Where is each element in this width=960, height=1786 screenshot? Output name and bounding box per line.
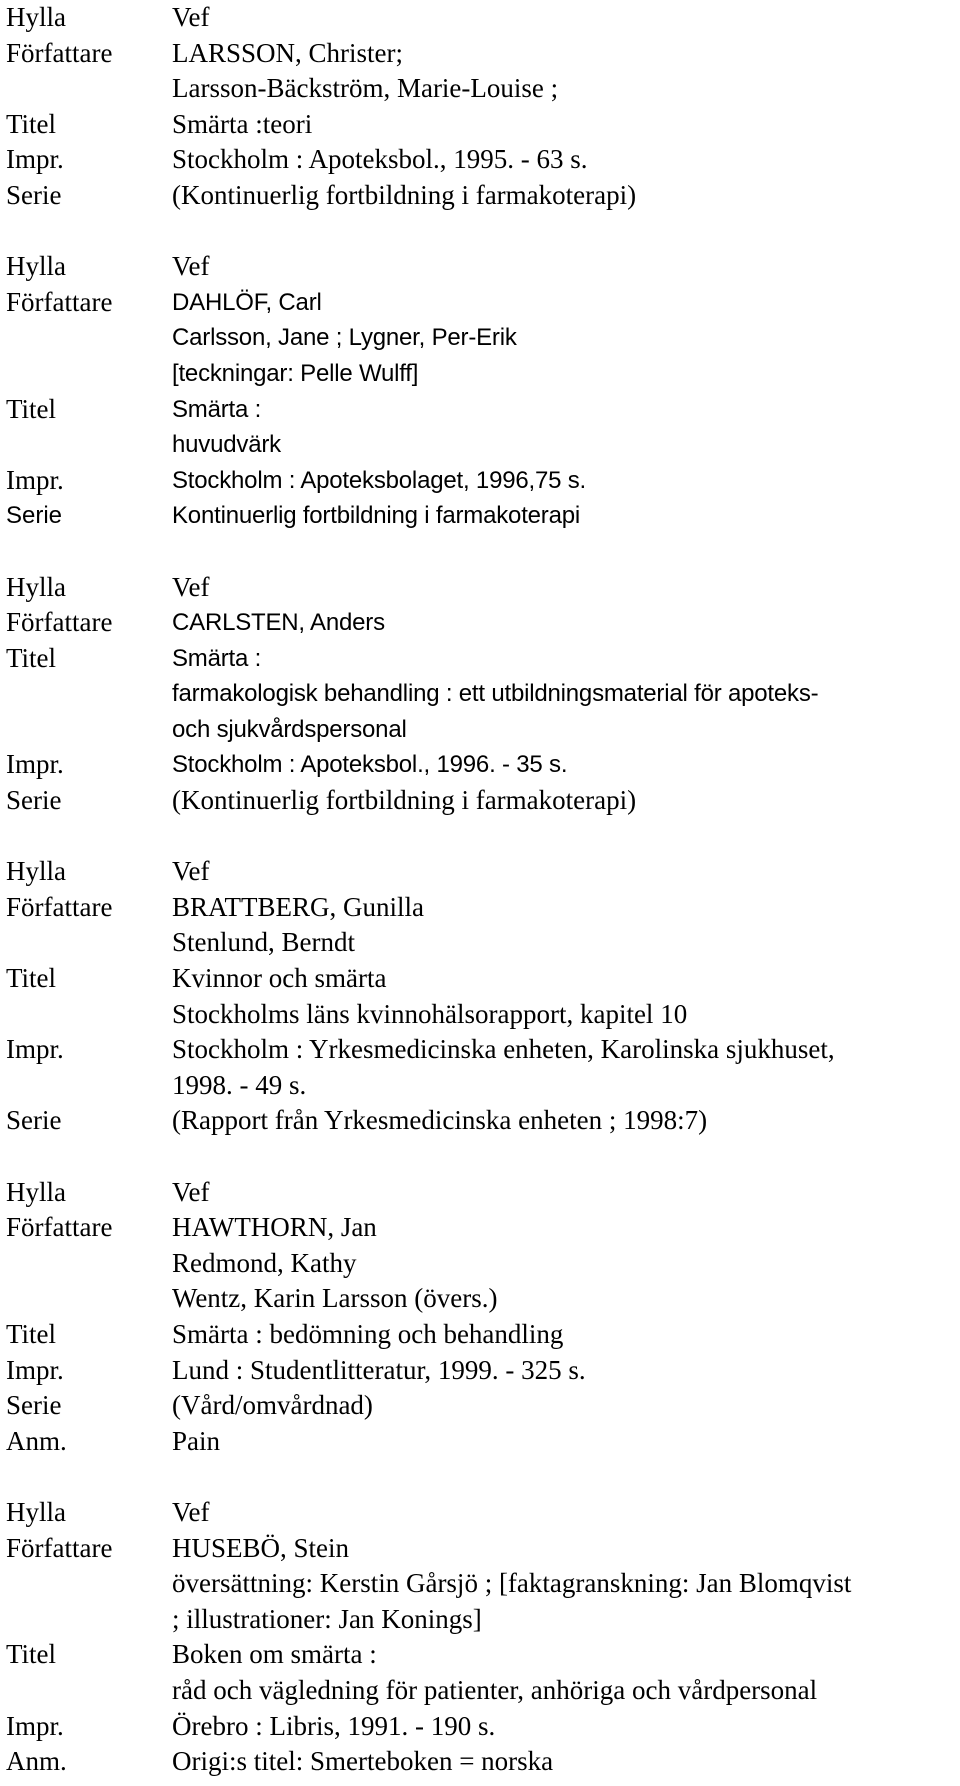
record-gap — [0, 214, 960, 250]
record-row-author — [0, 1210, 960, 1246]
author-line: Redmond, Kathy — [172, 1247, 357, 1278]
serie-value: (Vård/omvårdnad) — [172, 1390, 373, 1421]
record-row-author-cont — [0, 71, 960, 107]
record-row-author-cont — [0, 1602, 960, 1638]
record-row-impr — [0, 142, 960, 178]
record-row-title-cont — [0, 712, 960, 748]
record-gap — [0, 1459, 960, 1495]
serie-label: Serie — [6, 1390, 62, 1421]
record-row-title — [0, 1317, 960, 1353]
author-line: Stenlund, Berndt — [172, 927, 355, 958]
record-row-title — [0, 392, 960, 428]
titel-label: Titel — [6, 393, 57, 424]
impr-label: Impr. — [6, 1034, 64, 1065]
author-line: ; illustrationer: Jan Konings] — [172, 1603, 482, 1634]
record-row-hylla — [0, 1175, 960, 1211]
author-line: LARSSON, Christer; — [172, 37, 404, 68]
hylla-label: Hylla — [6, 2, 66, 32]
record-row-hylla — [0, 0, 960, 36]
serie-label: Serie — [6, 785, 62, 816]
impr-line: Lund : Studentlitteratur, 1999. - 325 s. — [172, 1354, 586, 1385]
serie-value: (Kontinuerlig fortbildning i farmakoterapi) — [172, 785, 637, 816]
impr-label: Impr. — [6, 1710, 64, 1741]
record-row-author-cont — [0, 1281, 960, 1317]
record-row-impr-cont — [0, 1068, 960, 1104]
record-row-impr — [0, 747, 960, 783]
hylla-value: Vef — [172, 2, 210, 32]
forfattare-label: Författare — [6, 607, 113, 638]
title-line: huvudvärk — [172, 431, 281, 459]
author-line: CARLSTEN, Anders — [172, 609, 385, 637]
record-row-author-cont — [0, 1246, 960, 1282]
forfattare-label: Författare — [6, 286, 113, 317]
catalog-record — [0, 1495, 960, 1780]
record-row-serie — [0, 178, 960, 214]
impr-line: Stockholm : Apoteksbolaget, 1996,75 s. — [172, 466, 587, 494]
title-line: Smärta : bedömning och behandling — [172, 1318, 564, 1349]
serie-label: Serie — [6, 179, 62, 210]
catalog-record — [0, 570, 960, 819]
forfattare-label: Författare — [6, 1212, 113, 1243]
impr-label: Impr. — [6, 144, 64, 175]
title-line: Smärta : — [172, 395, 262, 423]
impr-label: Impr. — [6, 1354, 64, 1385]
record-gap — [0, 1139, 960, 1175]
anm-value: Pain — [172, 1425, 221, 1456]
impr-line: Örebro : Libris, 1991. - 190 s. — [172, 1710, 496, 1741]
impr-line: Stockholm : Apoteksbol., 1996. - 35 s. — [172, 751, 568, 779]
record-row-impr — [0, 1709, 960, 1745]
titel-label: Titel — [6, 1639, 57, 1670]
title-line: Kvinnor och smärta — [172, 963, 387, 994]
titel-label: Titel — [6, 642, 57, 673]
record-row-impr — [0, 1353, 960, 1389]
record-row-author-cont — [0, 320, 960, 356]
author-line: [teckningar: Pelle Wulff] — [172, 359, 419, 387]
record-row-author-cont — [0, 925, 960, 961]
record-row-hylla — [0, 570, 960, 606]
author-line: HUSEBÖ, Stein — [172, 1532, 350, 1563]
record-row-title-cont — [0, 1673, 960, 1709]
title-line: Stockholms läns kvinnohälsorapport, kapitel 10 — [172, 998, 688, 1029]
record-row-impr — [0, 1032, 960, 1068]
record-row-anm — [0, 1424, 960, 1460]
serie-value: (Kontinuerlig fortbildning i farmakoterapi) — [172, 179, 637, 210]
catalog-record — [0, 0, 960, 214]
hylla-value: Vef — [172, 1176, 210, 1207]
author-line: Carlsson, Jane ; Lygner, Per-Erik — [172, 324, 517, 352]
author-line: översättning: Kerstin Gårsjö ; [faktagranskning: Jan Blomqvist — [172, 1568, 852, 1599]
author-line: Larsson-Bäckström, Marie-Louise ; — [172, 73, 559, 104]
titel-label: Titel — [6, 1318, 57, 1349]
record-row-title — [0, 961, 960, 997]
record-gap — [0, 819, 960, 855]
forfattare-label: Författare — [6, 891, 113, 922]
titel-label: Titel — [6, 963, 57, 994]
record-row-author — [0, 605, 960, 641]
anm-label: Anm. — [6, 1425, 67, 1456]
record-row-author — [0, 1531, 960, 1567]
author-line: HAWTHORN, Jan — [172, 1212, 377, 1243]
record-row-title-cont — [0, 427, 960, 463]
record-row-hylla — [0, 249, 960, 285]
hylla-label: Hylla — [6, 251, 66, 282]
impr-line: Stockholm : Apoteksbol., 1995. - 63 s. — [172, 144, 588, 175]
record-row-title — [0, 641, 960, 677]
hylla-value: Vef — [172, 571, 210, 602]
hylla-value: Vef — [172, 251, 210, 282]
serie-value: Kontinuerlig fortbildning i farmakoterapi — [172, 502, 581, 530]
record-gap — [0, 534, 960, 570]
titel-label: Titel — [6, 108, 57, 139]
serie-label: Serie — [6, 502, 63, 530]
catalog-record — [0, 1175, 960, 1460]
anm-label: Anm. — [6, 1746, 67, 1777]
author-line: BRATTBERG, Gunilla — [172, 891, 425, 922]
author-line: Wentz, Karin Larsson (övers.) — [172, 1283, 498, 1314]
serie-label: Serie — [6, 1105, 62, 1136]
catalog-record — [0, 854, 960, 1139]
anm-value: Origi:s titel: Smerteboken = norska — [172, 1746, 554, 1777]
forfattare-label: Författare — [6, 1532, 113, 1563]
record-row-serie — [0, 498, 960, 534]
record-row-title-cont — [0, 997, 960, 1033]
serie-value: (Rapport från Yrkesmedicinska enheten ; 1998:7) — [172, 1105, 708, 1136]
hylla-value: Vef — [172, 856, 210, 887]
title-line: och sjukvårdspersonal — [172, 715, 407, 743]
author-line: DAHLÖF, Carl — [172, 288, 322, 316]
forfattare-label: Författare — [6, 37, 113, 68]
record-row-author — [0, 36, 960, 72]
impr-label: Impr. — [6, 464, 64, 495]
hylla-label: Hylla — [6, 856, 66, 887]
record-row-title — [0, 107, 960, 143]
record-row-anm — [0, 1744, 960, 1780]
record-row-hylla — [0, 1495, 960, 1531]
hylla-label: Hylla — [6, 1496, 66, 1527]
record-row-serie — [0, 1103, 960, 1139]
record-row-serie — [0, 1388, 960, 1424]
record-row-author-cont — [0, 356, 960, 392]
hylla-label: Hylla — [6, 571, 66, 602]
title-line: Smärta :teori — [172, 108, 313, 139]
title-line: Boken om smärta : — [172, 1639, 377, 1670]
record-row-author — [0, 890, 960, 926]
hylla-label: Hylla — [6, 1176, 66, 1207]
impr-label: Impr. — [6, 749, 64, 780]
record-row-author — [0, 285, 960, 321]
hylla-value: Vef — [172, 1496, 210, 1527]
record-row-impr — [0, 463, 960, 499]
title-line: farmakologisk behandling : ett utbildningsmaterial för apoteks- — [172, 680, 819, 708]
record-row-title — [0, 1637, 960, 1673]
record-row-hylla — [0, 854, 960, 890]
impr-line: 1998. - 49 s. — [172, 1069, 307, 1100]
impr-line: Stockholm : Yrkesmedicinska enheten, Karolinska sjukhuset, — [172, 1034, 835, 1065]
record-row-title-cont — [0, 676, 960, 712]
record-row-serie — [0, 783, 960, 819]
title-line: råd och vägledning för patienter, anhöriga och vårdpersonal — [172, 1674, 818, 1705]
record-row-author-cont — [0, 1566, 960, 1602]
catalog-record — [0, 249, 960, 534]
title-line: Smärta : — [172, 644, 262, 672]
